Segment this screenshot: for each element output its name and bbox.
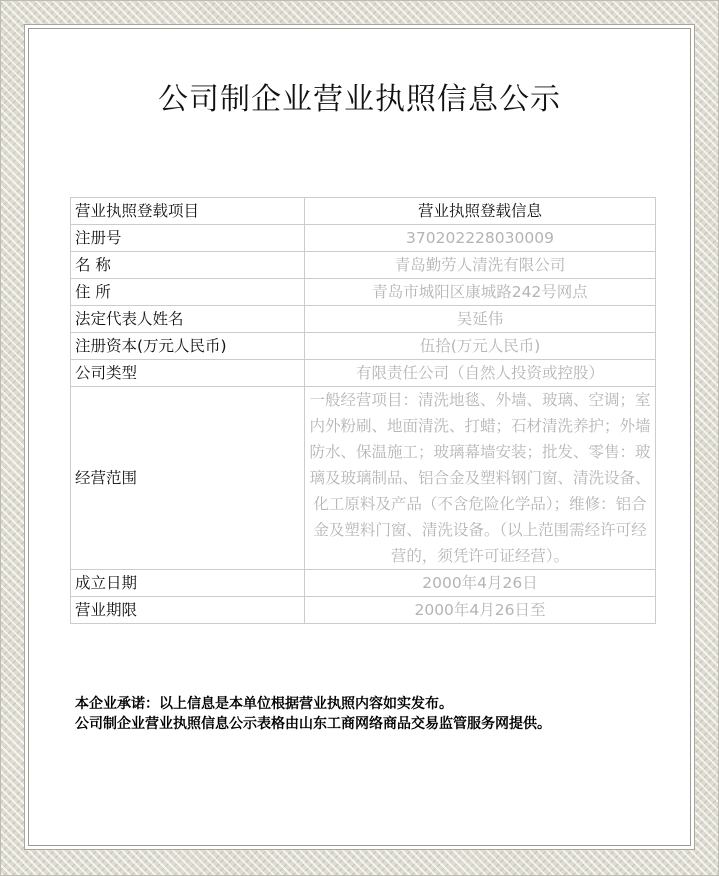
- registration-number-label: 注册号: [71, 225, 305, 252]
- establishment-date-label: 成立日期: [71, 570, 305, 597]
- row-establishment-date: [71, 570, 656, 597]
- company-name-label: 名 称: [71, 252, 305, 279]
- company-name-value: 青岛勤劳人清洗有限公司: [305, 252, 656, 279]
- row-company-type: [71, 360, 656, 387]
- row-registration-number: [71, 225, 656, 252]
- address-value: 青岛市城阳区康城路242号网点: [305, 279, 656, 306]
- legal-representative-label: 法定代表人姓名: [71, 306, 305, 333]
- commitment-note: 本企业承诺：以上信息是本单位根据营业执照内容如实发布。: [75, 696, 453, 712]
- business-term-label: 营业期限: [71, 597, 305, 624]
- provider-note: 公司制企业营业执照信息公示表格由山东工商网络商品交易监管服务网提供。: [75, 716, 551, 732]
- company-type-label: 公司类型: [71, 360, 305, 387]
- establishment-date-value: 2000年4月26日: [305, 570, 656, 597]
- footer-notes: [75, 694, 695, 734]
- legal-representative-value: 吴延伟: [305, 306, 656, 333]
- row-company-name: [71, 252, 656, 279]
- business-scope-value: 一般经营项目：清洗地毯、外墙、玻璃、空调；室内外粉刷、地面清洗、打蜡；石材清洗养护；外墙防水、保温施工；玻璃幕墙安装；批发、零售：玻璃及玻璃制品、铝合金及塑料钢门窗、清洗设备、化工原料及产品（不含危险化学品）；维修：铝合金及塑料门窗、清洗设备。（以上范围需经许可经营的，须凭许可证经营）。: [305, 387, 656, 570]
- page-title: 公司制企业营业执照信息公示: [158, 82, 561, 117]
- registered-capital-value: 伍拾(万元人民币): [305, 333, 656, 360]
- row-address: [71, 279, 656, 306]
- business-term-value: 2000年4月26日至: [305, 597, 656, 624]
- header-label-cell: 营业执照登载项目: [71, 198, 305, 225]
- registered-capital-label: 注册资本(万元人民币): [71, 333, 305, 360]
- table-header-row: [71, 198, 656, 225]
- row-legal-representative: [71, 306, 656, 333]
- company-type-value: 有限责任公司（自然人投资或控股）: [305, 360, 656, 387]
- row-registered-capital: [71, 333, 656, 360]
- header-value-cell: 营业执照登载信息: [305, 198, 656, 225]
- row-business-term: [71, 597, 656, 624]
- license-info-table: [70, 197, 656, 624]
- registration-number-value: 370202228030009: [305, 225, 656, 252]
- business-scope-label: 经营范围: [71, 387, 305, 570]
- row-business-scope: [71, 387, 656, 570]
- address-label: 住 所: [71, 279, 305, 306]
